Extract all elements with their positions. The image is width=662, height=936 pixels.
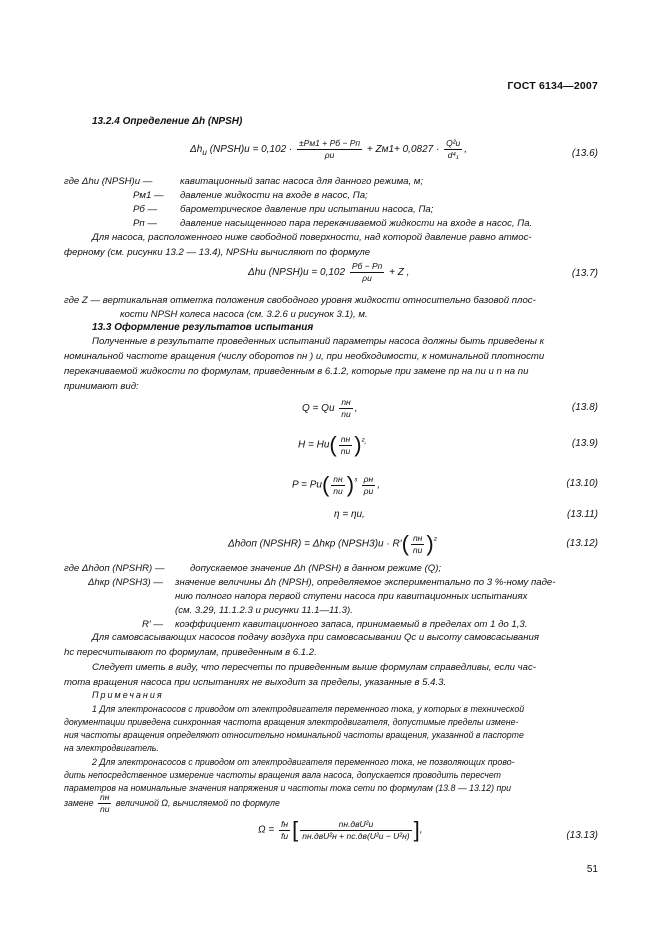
para-2-line-1: Полученные в результате проведенных испытаний параметры насоса должны быть приведены к: [92, 336, 545, 347]
eq-13-6-plus: + Zм1+ 0,0827 ·: [366, 144, 440, 156]
eq-13-9-denominator: nи: [340, 445, 351, 456]
where-1-sym2: Pм1 —: [133, 190, 164, 201]
where-3-sym1: где Δhдоп (NPSHR) —: [64, 563, 165, 574]
section-title-13-3: 13.3 Оформление результатов испытания: [92, 322, 314, 333]
where-1-intro: где Δhи (NPSH)и —: [64, 176, 153, 187]
where-1-def1: кавитационный запас насоса для данного режима, м;: [180, 176, 424, 187]
eq-13-10-numerator: nн: [331, 474, 344, 486]
note-2-replace-text: замене: [64, 797, 94, 808]
section-title-13-2-4: 13.2.4 Определение Δh (NPSH): [92, 116, 243, 127]
equation-number-13-10: (13.10): [566, 478, 598, 489]
eq-13-13-lbracket: [: [292, 817, 299, 842]
para-3-line-1: Для самовсасывающих насосов подачу воздуха при самовсасывании Qс и высоту самовсасывания: [92, 632, 540, 643]
para-4-line-1: Следует иметь в виду, что пересчеты по приведенным выше формулам справедливы, если час-: [92, 662, 536, 673]
eq-13-9-tail: ²,: [361, 435, 367, 446]
eq-13-9-numerator: nн: [339, 434, 352, 446]
eq-13-13-inner-fraction: [300, 819, 411, 842]
equation-number-13-6: (13.6): [571, 148, 598, 159]
eq-13-13-f-fraction: [279, 819, 290, 842]
eq-13-13-inner-denominator: nн.двU²н + nс.дв(U²и − U²н): [302, 830, 410, 841]
para-3-line-2: hс пересчитывают по формулам, приведенным в 6.1.2.: [64, 647, 317, 658]
para-1-line-1: Для насоса, расположенного ниже свободной поверхности, над которой давление равно атмос-: [92, 232, 532, 243]
eq-13-10-fraction: [331, 474, 344, 497]
note-2-line-2: дить непосредственное измерение частоты вращения вала насоса, допускается проводить пересчет: [64, 770, 501, 780]
para-4-line-2: тота вращения насоса при испытаниях не выходит за пределы, указанные в 5.4.3.: [64, 677, 447, 688]
where-3-def2c: (см. 3.29, 11.1.2.3 и рисунки 11.1—11.3).: [175, 605, 353, 616]
eq-13-12-rparen: ): [426, 531, 434, 556]
where-1-sym4: Pп —: [133, 218, 157, 229]
eq-13-12-lhs: Δhдоп (NPSHR) = Δhкр (NPSH3)и · R′: [228, 538, 402, 550]
eq-13-7-numerator: Pб − Pп: [351, 261, 383, 271]
where-2-line-1: где Z — вертикальная отметка положения свободного уровня жидкости относительно базовой плос-: [64, 295, 536, 306]
eq-13-6-fraction: [297, 138, 362, 161]
equation-number-13-9: (13.9): [571, 438, 598, 449]
eq-13-8-tail: ,: [354, 403, 358, 415]
where-3-def2b: нию полного напора первой ступени насоса при кавитационных испытаниях: [175, 591, 528, 602]
eq-13-13-f-denominator: fи: [281, 830, 289, 841]
equation-13-13: [258, 817, 423, 843]
where-3-def1: допускаемое значение Δh (NPSH) в данном режиме (Q);: [190, 563, 442, 574]
eq-13-13-inner-numerator: nн.двU²и: [300, 819, 411, 831]
eq-13-7-lhs: Δhи (NPSH)и = 0,102: [248, 267, 346, 279]
eq-13-12-numerator: nн: [411, 533, 424, 545]
eq-13-6-tail: ,: [464, 144, 468, 156]
eq-13-8-lhs: Q = Qи: [302, 403, 335, 415]
where-1-sym3: Pб —: [133, 204, 158, 215]
para-2-line-2: номинальной частоте вращения (числу оборотов nн ) и, при необходимости, к номинальной плотности: [64, 351, 545, 362]
equation-13-9: [298, 432, 367, 458]
eq-13-6-lhs-sub: и: [202, 147, 207, 158]
where-3-def2a: значение величины Δh (NPSH), определяемое экспериментально по 3 %-ному паде-: [175, 577, 556, 588]
eq-13-9-fraction: [339, 434, 352, 457]
eq-13-6-lhs-rest: (NPSH)и = 0,102 ·: [206, 144, 293, 156]
eq-13-10-tail: ,: [377, 479, 381, 491]
equation-13-8: [302, 397, 358, 420]
para-2-line-4: принимают вид:: [64, 381, 139, 392]
eq-13-6-q-numerator: Q²и: [446, 138, 461, 148]
eq-13-10-power: ³: [354, 475, 357, 486]
eq-13-12-tail: ²: [433, 534, 437, 545]
equation-number-13-12: (13.12): [566, 538, 598, 549]
equation-13-11: η = ηи,: [334, 509, 365, 520]
equation-number-13-7: (13.7): [571, 268, 598, 279]
equation-13-12: [228, 531, 437, 557]
eq-13-9-lhs: H = Hи: [298, 439, 330, 451]
note-2-line-1: 2 Для электронасосов с приводом от электродвигателя переменного тока, не позволяющих прово-: [92, 757, 515, 767]
note-1-line-2: документации приведена синхронная частота вращения электродвигателя, допустимые пределы измене-: [64, 717, 519, 727]
note-2-fraction: [98, 792, 111, 815]
where-3-sym2: Δhкр (NPSH3) —: [88, 577, 163, 588]
eq-13-7-tail: + Z ,: [389, 267, 410, 279]
eq-13-7-denominator: ρи: [362, 273, 372, 283]
where-3-def3: коэффициент кавитационного запаса, принимаемый в пределах от 1 до 1,3.: [175, 619, 528, 630]
eq-13-12-fraction: [411, 533, 424, 556]
eq-13-10-density-denominator: ρи: [363, 485, 374, 496]
document-header: ГОСТ 6134—2007: [507, 80, 598, 92]
eq-13-8-fraction: [339, 397, 352, 420]
note-2-line-3: параметров на номинальные значения напряжения и частоты тока сети по формулам (13.8 — 13.12) при: [64, 783, 512, 793]
equation-13-7: [248, 261, 409, 284]
eq-13-6-denominator: ρи: [324, 150, 335, 160]
equation-number-13-13: (13.13): [566, 830, 598, 841]
eq-13-10-lparen: (: [321, 472, 330, 497]
eq-13-10-density-fraction: [362, 474, 376, 497]
where-3-sym3: R′ —: [142, 619, 163, 630]
notes-heading: Примечания: [92, 690, 164, 700]
note-2-fraction-numerator: nн: [98, 792, 111, 804]
eq-13-6-lhs: Δh: [190, 144, 203, 156]
eq-13-8-denominator: nи: [341, 409, 351, 419]
eq-13-10-denominator: nи: [333, 485, 343, 496]
eq-13-7-fraction: [350, 261, 385, 284]
note-2-line-4: [64, 792, 280, 815]
para-2-line-3: перекачиваемой жидкости по формулам, приведенным в 6.1.2, которые при замене nр на nи и n на nи: [64, 366, 529, 377]
eq-13-9-lparen: (: [329, 432, 337, 457]
equation-number-13-8: (13.8): [571, 402, 598, 413]
where-1-def3: барометрическое давление при испытании насоса, Па;: [180, 204, 434, 215]
eq-13-13-f-numerator: fн: [279, 819, 290, 831]
where-1-def4: давление насыщенного пара перекачиваемой жидкости на входе в насос, Па.: [180, 218, 533, 229]
eq-13-13-lhs: Ω =: [258, 824, 275, 836]
eq-13-6-q-denominator: d⁴₁: [447, 150, 459, 160]
note-1-line-3: ния частоты вращения определяют относительно номинальной частоты вращения, указанной в паспорте: [64, 730, 524, 740]
eq-13-9-rparen: ): [354, 432, 362, 457]
note-2-replace-tail: величиной Ω, вычисляемой по формуле: [115, 797, 280, 808]
note-1-line-1: 1 Для электронасосов с приводом от электродвигателя переменного тока, у которых в технической: [92, 704, 525, 714]
equation-13-10: [292, 472, 380, 498]
para-1-line-2: ферному (см. рисунки 13.2 — 13.4), NPSHи вычисляют по формуле: [64, 247, 371, 258]
eq-13-10-lhs: P = Pи: [292, 479, 322, 491]
eq-13-10-density-numerator: ρн: [362, 474, 376, 486]
eq-13-12-lparen: (: [401, 531, 409, 556]
note-2-fraction-denominator: nи: [100, 804, 110, 814]
where-1-def2: давление жидкости на входе в насос, Па;: [180, 190, 368, 201]
equation-number-13-11: (13.11): [567, 509, 598, 520]
where-2-line-2: кости NPSH колеса насоса (см. 3.2.6 и рисунок 3.1), м.: [120, 309, 368, 320]
page-number: 51: [586, 864, 598, 875]
eq-13-6-numerator: ±Pм1 + Pб − Pп: [299, 138, 361, 148]
eq-13-13-tail: ,: [419, 824, 423, 836]
eq-13-6-q-fraction: [444, 138, 462, 161]
eq-13-10-rparen: ): [346, 472, 355, 497]
note-1-line-4: на электродвигатель.: [64, 743, 159, 753]
equation-13-6: [190, 138, 467, 161]
eq-13-12-denominator: nи: [412, 544, 423, 555]
eq-13-13-rbracket: ]: [413, 817, 420, 842]
eq-13-8-numerator: nн: [339, 397, 352, 409]
